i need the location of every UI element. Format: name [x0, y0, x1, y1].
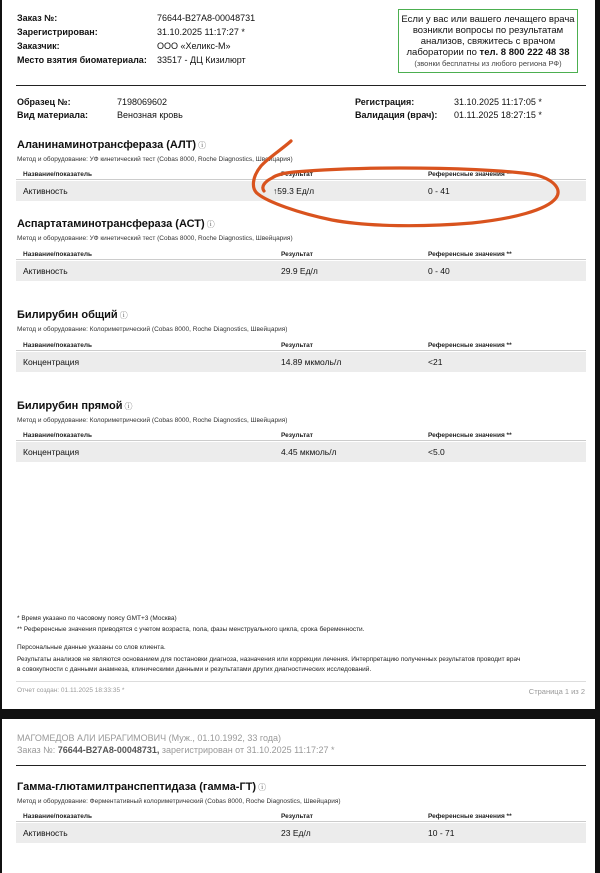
test-method-bilirubin-direct: Метод и оборудование: Колориметрический (Cobas 8000, Roche Diagnostics, Швейцария) [17, 417, 288, 424]
registration-label: Регистрация: [355, 97, 415, 107]
table-header-ast [16, 250, 586, 260]
reference-value: <5.0 [428, 447, 445, 457]
table-row-bilirubin-direct [16, 442, 586, 462]
hotline-line1: Если у вас или вашего лечащего врача [401, 14, 575, 25]
test-method-ast: Метод и оборудование: УФ кинетический тест (Cobas 8000, Roche Diagnostics, Швейцария) [17, 235, 293, 242]
result-value: 29.9 Ед/л [281, 266, 318, 276]
footer-divider [16, 681, 586, 682]
col-result: Результат [281, 251, 313, 258]
validation-value: 01.11.2025 18:27:15 * [454, 110, 542, 120]
material-value: Венозная кровь [117, 110, 183, 120]
footnote-disclaimer-line1: Результаты анализов не являются основанием для постановки диагноза, назначения или коррекции лечения. Интерпретацию полученных результатов проводит врач [17, 656, 521, 663]
report-page-1 [2, 0, 595, 709]
test-method-bilirubin-total: Метод и оборудование: Колориметрический (Cobas 8000, Roche Diagnostics, Швейцария) [17, 326, 288, 333]
footnote-disclaimer-line2: в совокупности с данными анамнеза, клиническими данными и результатами других диагностических исследований. [17, 666, 372, 673]
test-method-ggt: Метод и оборудование: Ферментативный колориметрический (Cobas 8000, Roche Diagnostics, Швейцария) [17, 798, 341, 805]
test-title-bilirubin-total: Билирубин общий ⓘ [17, 309, 128, 321]
param-name: Активность [23, 828, 68, 838]
col-reference: Референсные значения ** [428, 813, 512, 820]
col-reference: Референсные значения ** [428, 171, 512, 178]
customer-label: Заказчик: [17, 41, 60, 51]
hotline-box [398, 9, 578, 73]
material-label: Вид материала: [17, 110, 88, 120]
result-value: ↑59.3 Ед/л [273, 186, 315, 196]
info-icon[interactable]: ⓘ [258, 783, 267, 792]
page-number: Страница 1 из 2 [528, 687, 585, 696]
result-value: 23 Ед/л [281, 828, 311, 838]
test-title-bilirubin-direct: Билирубин прямой ⓘ [17, 400, 133, 412]
col-name: Название/показатель [23, 171, 93, 178]
table-header-alt [16, 170, 586, 180]
hotline-line4: лаборатории по [406, 47, 477, 58]
reference-value: <21 [428, 357, 443, 367]
test-method-alt: Метод и оборудование: УФ кинетический тест (Cobas 8000, Roche Diagnostics, Швейцария) [17, 156, 293, 163]
report-page-2 [2, 719, 595, 873]
col-result: Результат [281, 342, 313, 349]
col-result: Результат [281, 813, 313, 820]
col-result: Результат [281, 432, 313, 439]
footnote-personal-data: Персональные данные указаны со слов клиента. [17, 644, 166, 651]
registered-value: 31.10.2025 11:17:27 * [157, 27, 245, 37]
hotline-note: (звонки бесплатны из любого региона РФ) [414, 59, 562, 68]
registration-value: 31.10.2025 11:17:05 * [454, 97, 542, 107]
col-name: Название/показатель [23, 342, 93, 349]
reference-value: 0 - 40 [428, 266, 450, 276]
sample-label: Образец №: [17, 97, 71, 107]
place-value: 33517 - ДЦ Кизилюрт [157, 55, 246, 65]
table-row-alt [16, 181, 586, 201]
result-value: 4.45 мкмоль/л [281, 447, 337, 457]
info-icon[interactable]: ⓘ [119, 311, 128, 320]
test-title-ggt: Гамма-глютамилтранспептидаза (гамма-ГТ) ⓘ [17, 781, 267, 793]
sample-value: 7198069602 [117, 97, 168, 107]
validation-label: Валидация (врач): [355, 110, 438, 120]
table-header-bilirubin-direct [16, 431, 586, 441]
reference-value: 0 - 41 [428, 186, 450, 196]
hotline-line2: возникли вопросы по результатам [412, 25, 564, 36]
table-header-ggt [16, 812, 586, 822]
col-reference: Референсные значения ** [428, 342, 512, 349]
col-result: Результат [281, 171, 313, 178]
col-name: Название/показатель [23, 432, 93, 439]
table-row-ast [16, 261, 586, 281]
result-value: 14.89 мкмоль/л [281, 357, 342, 367]
hotline-line3: анализов, свяжитесь с врачом [420, 36, 556, 47]
patient-info: МАГОМЕДОВ АЛИ ИБРАГИМОВИЧ (Муж., 01.10.1992, 33 года) [17, 733, 282, 743]
col-name: Название/показатель [23, 813, 93, 820]
table-header-bilirubin-total [16, 341, 586, 351]
page2-order-line: Заказ №: 76644-B27A8-00048731, зарегистрирован от 31.10.2025 11:17:27 * [17, 745, 335, 755]
param-name: Активность [23, 186, 68, 196]
param-name: Концентрация [23, 357, 80, 367]
place-label: Место взятия биоматериала: [17, 55, 147, 65]
table-row-bilirubin-total [16, 352, 586, 372]
order-value: 76644-B27A8-00048731 [157, 13, 256, 23]
test-title-alt: Аланинаминотрансфераза (АЛТ) ⓘ [17, 139, 207, 151]
info-icon[interactable]: ⓘ [198, 141, 207, 150]
info-icon[interactable]: ⓘ [206, 220, 215, 229]
page2-divider [16, 765, 586, 766]
customer-value: ООО «Хеликс-М» [157, 41, 231, 51]
param-name: Концентрация [23, 447, 80, 457]
header-divider [16, 85, 586, 86]
reference-value: 10 - 71 [428, 828, 455, 838]
info-icon[interactable]: ⓘ [124, 402, 133, 411]
test-title-ast: Аспартатаминотрансфераза (АСТ) ⓘ [17, 218, 215, 230]
footnote-reference: ** Референсные значения приводятся с учетом возраста, пола, фазы менструального цикла, срока беременности. [17, 626, 365, 633]
page2-order-number: 76644-B27A8-00048731, [57, 745, 160, 755]
high-flag-icon: ↑ [273, 186, 278, 196]
col-reference: Референсные значения ** [428, 251, 512, 258]
param-name: Активность [23, 266, 68, 276]
col-reference: Референсные значения ** [428, 432, 512, 439]
registered-label: Зарегистрирован: [17, 27, 98, 37]
table-row-ggt [16, 823, 586, 843]
col-name: Название/показатель [23, 251, 93, 258]
footnote-timezone: * Время указано по часовому поясу GMT+3 (Москва) [17, 615, 177, 622]
report-created: Отчет создан: 01.11.2025 18:33:35 * [17, 687, 125, 694]
order-label: Заказ №: [17, 13, 58, 23]
hotline-phone: тел. 8 800 222 48 38 [479, 47, 570, 58]
